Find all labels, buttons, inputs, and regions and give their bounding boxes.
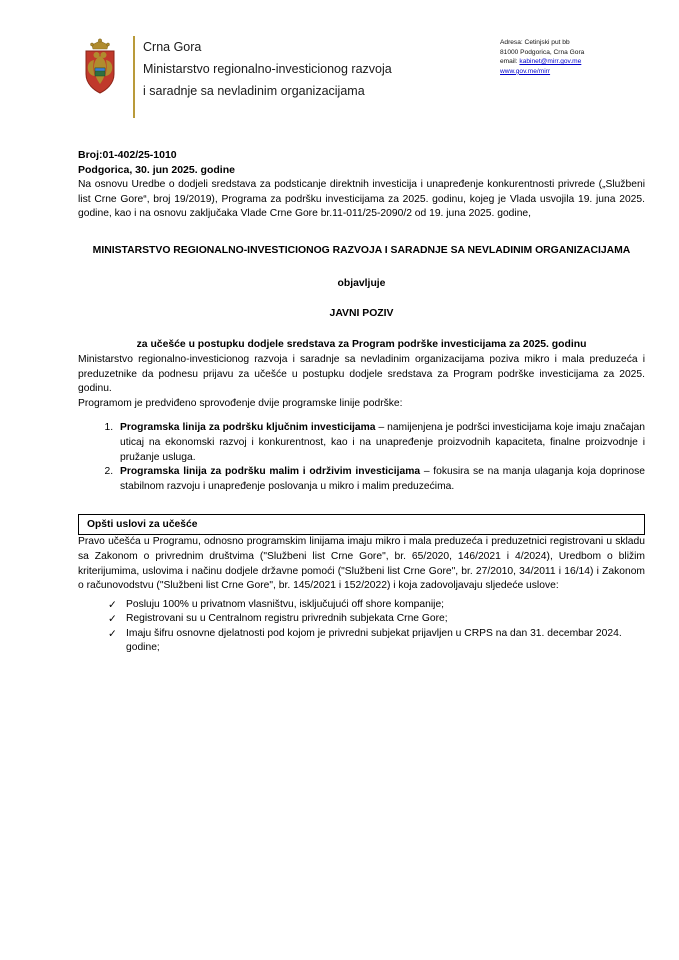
header-title-ministry-cont: i saradnje sa nevladinim organizacijama [143,84,365,98]
proclamation-block [78,244,645,353]
address-line-1: Adresa: Cetinjski put bb [500,39,570,46]
list-item [116,421,645,465]
condition-2-text: Registrovani su u Centralnom registru privrednih subjekata Crne Gore; [126,613,448,625]
place-and-date: Podgorica, 30. jun 2025. godine [78,164,235,176]
reference-number: Broj:01-402/25-1010 [78,149,177,161]
address-line-2: 81000 Podgorica, Crna Gora [500,48,585,56]
header-title-country: Crna Gora [143,40,202,54]
header-address-block [500,38,645,76]
program-line-1-text: – namijenjena je podršci investicijama koje imaju značajan uticaj na ekonomski razvoj i konkurentnost, kao i na unapređenje proizvodnih kapaciteta, finalne proizvodnje i pružanje usluga. [120,422,645,463]
email-label: email: [500,58,520,66]
list-item [108,598,645,613]
document-header [0,0,679,102]
address-email-line [500,57,645,67]
call-subtitle: za učešće u postupku dodjele sredstava za Program podrške investicijama za 2025. godinu [136,339,587,351]
address-web-line [500,67,645,77]
program-lines-intro: Programom je predviđeno sprovođenje dvije programske linije podrške: [78,397,403,409]
program-line-2-text: – fokusira se na manja ulaganja koja doprinose stabilnom razvoju i unapređenje poslovanja u mikro i malim preduzećima. [120,466,646,492]
program-line-1-title: Programska linija za podršku ključnim investicijama [120,422,376,434]
list-item [108,612,645,627]
reference-block [78,148,645,178]
issuing-ministry: MINISTARSTVO REGIONALNO-INVESTICIONOG RAZVOJA I SARADNJE SA NEVLADINIM ORGANIZACIJAMA [92,244,631,256]
email-link[interactable]: kabinet@mirr.gov.me [519,58,582,66]
call-title: JAVNI POZIV [329,308,394,320]
condition-1-text: Posluju 100% u privatnom vlasništvu, isključujući off shore kompanije; [126,598,445,610]
list-item [108,627,645,656]
header-titles [143,36,392,102]
conditions-list [78,598,645,656]
program-line-2-title: Programska linija za podršku malim i održivim investicijama [120,466,421,478]
list-item [116,465,645,494]
check-icon: ✓ [108,627,117,640]
eligibility-paragraph: Pravo učešća u Programu, odnosno programskim linijama imaju mikro i mala preduzeća i preduzetnici registrovani u skladu sa Zakonom o privrednim društvima ("Službeni list Crne Gore", br. 65/2020, 146/2021 i 4/2024), Uredbom o bližim kriterijumima, uslovima i načinu dodjele državne pomoći ("Službeni list Crne Gore", br. 27/2010, 34/2011 i 16/14) i Zakonom o računovodstvu ("Službeni list Crne Gore", br. 145/2021 i 152/2022) i koja zadovoljavaju sljedeće uslove: [78,536,645,592]
check-icon: ✓ [108,613,117,626]
montenegro-coat-of-arms-icon [78,38,122,96]
header-divider [133,36,135,118]
program-lines-list [78,421,645,494]
condition-3-text: Imaju šifru osnovne djelatnosti pod kojom je privredni subjekat prijavljen u CRPS na dan 31. decembar 2024. godine; [126,627,622,654]
publishes-word: objavljuje [337,278,386,290]
invitation-paragraph: Ministarstvo regionalno-investicionog razvoja i saradnje sa nevladinim organizacijama poziva mikro i mala preduzeća i preduzetnike da podnesu prijavu za učešće u postupku dodjele sredstava za Program podrške investicijama za 2025. godinu. [78,353,645,395]
header-title-ministry: Ministarstvo regionalno-investicionog razvoja [143,62,392,76]
website-link[interactable]: www.gov.me/mirr [500,67,551,75]
section-heading-general-conditions: Opšti uslovi za učešće [78,514,645,535]
document-body [0,148,679,656]
legal-basis-paragraph: Na osnovu Uredbe o dodjeli sredstava za podsticanje direktnih investicija i unapređenje konkurentnosti privrede („Službeni list Crne Gore“, broj 19/2019), Programa za podršku investicijama za 2025. godinu, kojeg je Vlada usvojila 19. juna 2025. godine, kao i na osnovu zaključaka Vlade Crne Gore br.11-011/25-2090/2 od 19. juna 2025. godine, [78,179,645,220]
check-icon: ✓ [108,598,117,611]
